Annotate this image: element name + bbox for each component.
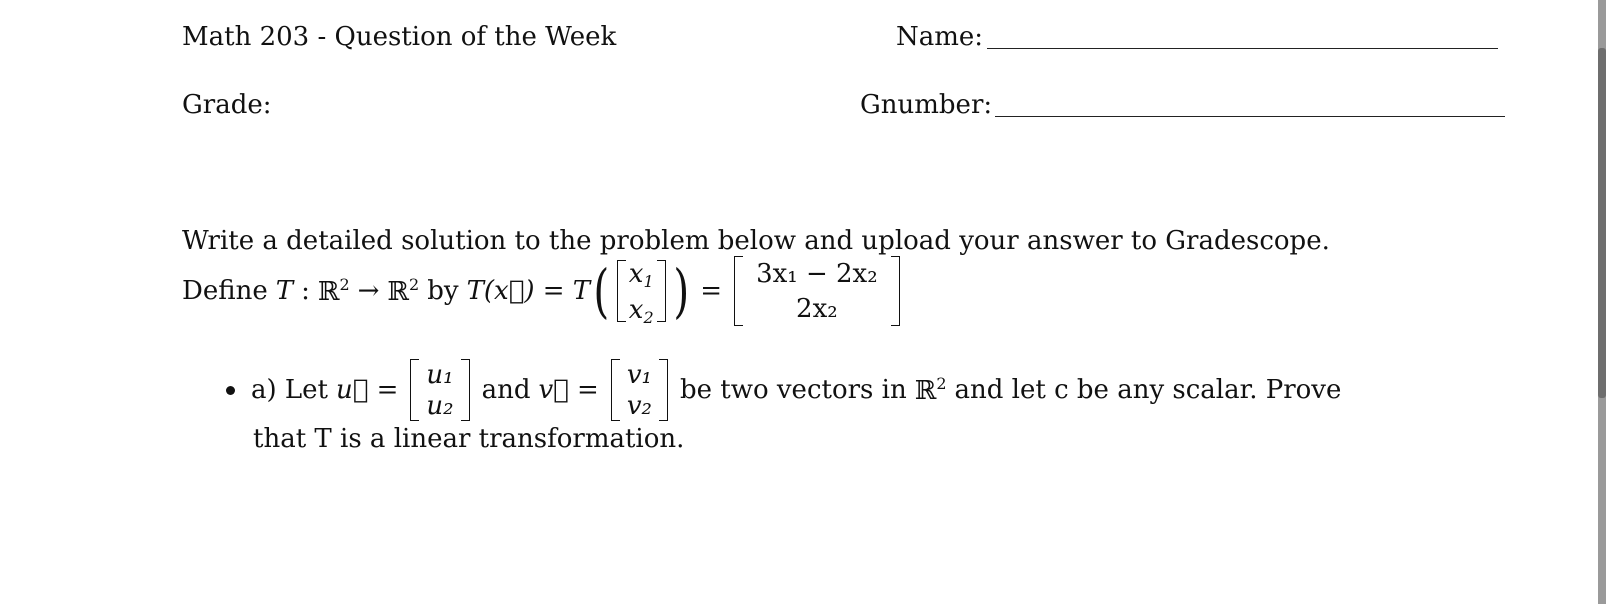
matrix-cell-v2: v₂ [626, 390, 652, 421]
part-a-r2: ℝ$^2$ [914, 374, 947, 406]
output-vector-matrix [734, 256, 900, 326]
matrix-cell-row1: 3x₁ − 2x₂ [756, 258, 878, 289]
definition-line [182, 256, 904, 326]
codomain-r: ℝ$^2$ [387, 275, 420, 307]
part-a-line2: that T is a linear transformation. [253, 424, 685, 454]
name-label: Name: [896, 22, 984, 52]
colon: : [301, 276, 310, 306]
part-a-line1 [226, 356, 1341, 424]
gnumber-field-line[interactable] [995, 116, 1505, 117]
matrix-cell-row2: 2x₂ [796, 293, 838, 324]
grade-label: Grade: [182, 90, 272, 120]
t-symbol: T [275, 276, 294, 306]
right-paren: ) [673, 257, 689, 325]
and-word: and [481, 375, 531, 405]
matrix-cell-v1: v₁ [626, 359, 652, 390]
part-a-text-after: be two vectors in [679, 375, 907, 405]
matrix-cell-u1: u₁ [426, 359, 454, 390]
equals-sign: = [700, 276, 723, 306]
scrollbar-thumb[interactable] [1598, 48, 1606, 398]
u-vector-label: u⃗ = [336, 375, 399, 405]
course-title: Math 203 - Question of the Week [182, 22, 617, 52]
domain-r: ℝ$^2$ [317, 275, 350, 307]
part-a-prefix: a) Let [251, 375, 329, 405]
left-paren: ( [593, 257, 610, 325]
matrix-cell-x2: $x_2$ [628, 295, 654, 327]
define-word: Define [182, 276, 268, 306]
by-word: by [427, 276, 459, 306]
v-vector-label: v⃗ = [538, 375, 599, 405]
t-of-x: T(x⃗) = T [466, 276, 591, 306]
bullet-icon [226, 386, 235, 395]
arrow-symbol: → [357, 276, 380, 306]
instructions-text: Write a detailed solution to the problem below and upload your answer to Gradescope. [182, 226, 1330, 256]
part-a-text-end: and let c be any scalar. Prove [954, 375, 1342, 405]
name-field-line[interactable] [987, 48, 1498, 49]
matrix-cell-x1: $x_1$ [628, 259, 654, 291]
input-vector-matrix [617, 259, 666, 327]
u-vector-matrix [410, 359, 469, 421]
v-vector-matrix [611, 359, 668, 421]
matrix-cell-u2: u₂ [426, 390, 454, 421]
gnumber-label: Gnumber: [860, 90, 993, 120]
